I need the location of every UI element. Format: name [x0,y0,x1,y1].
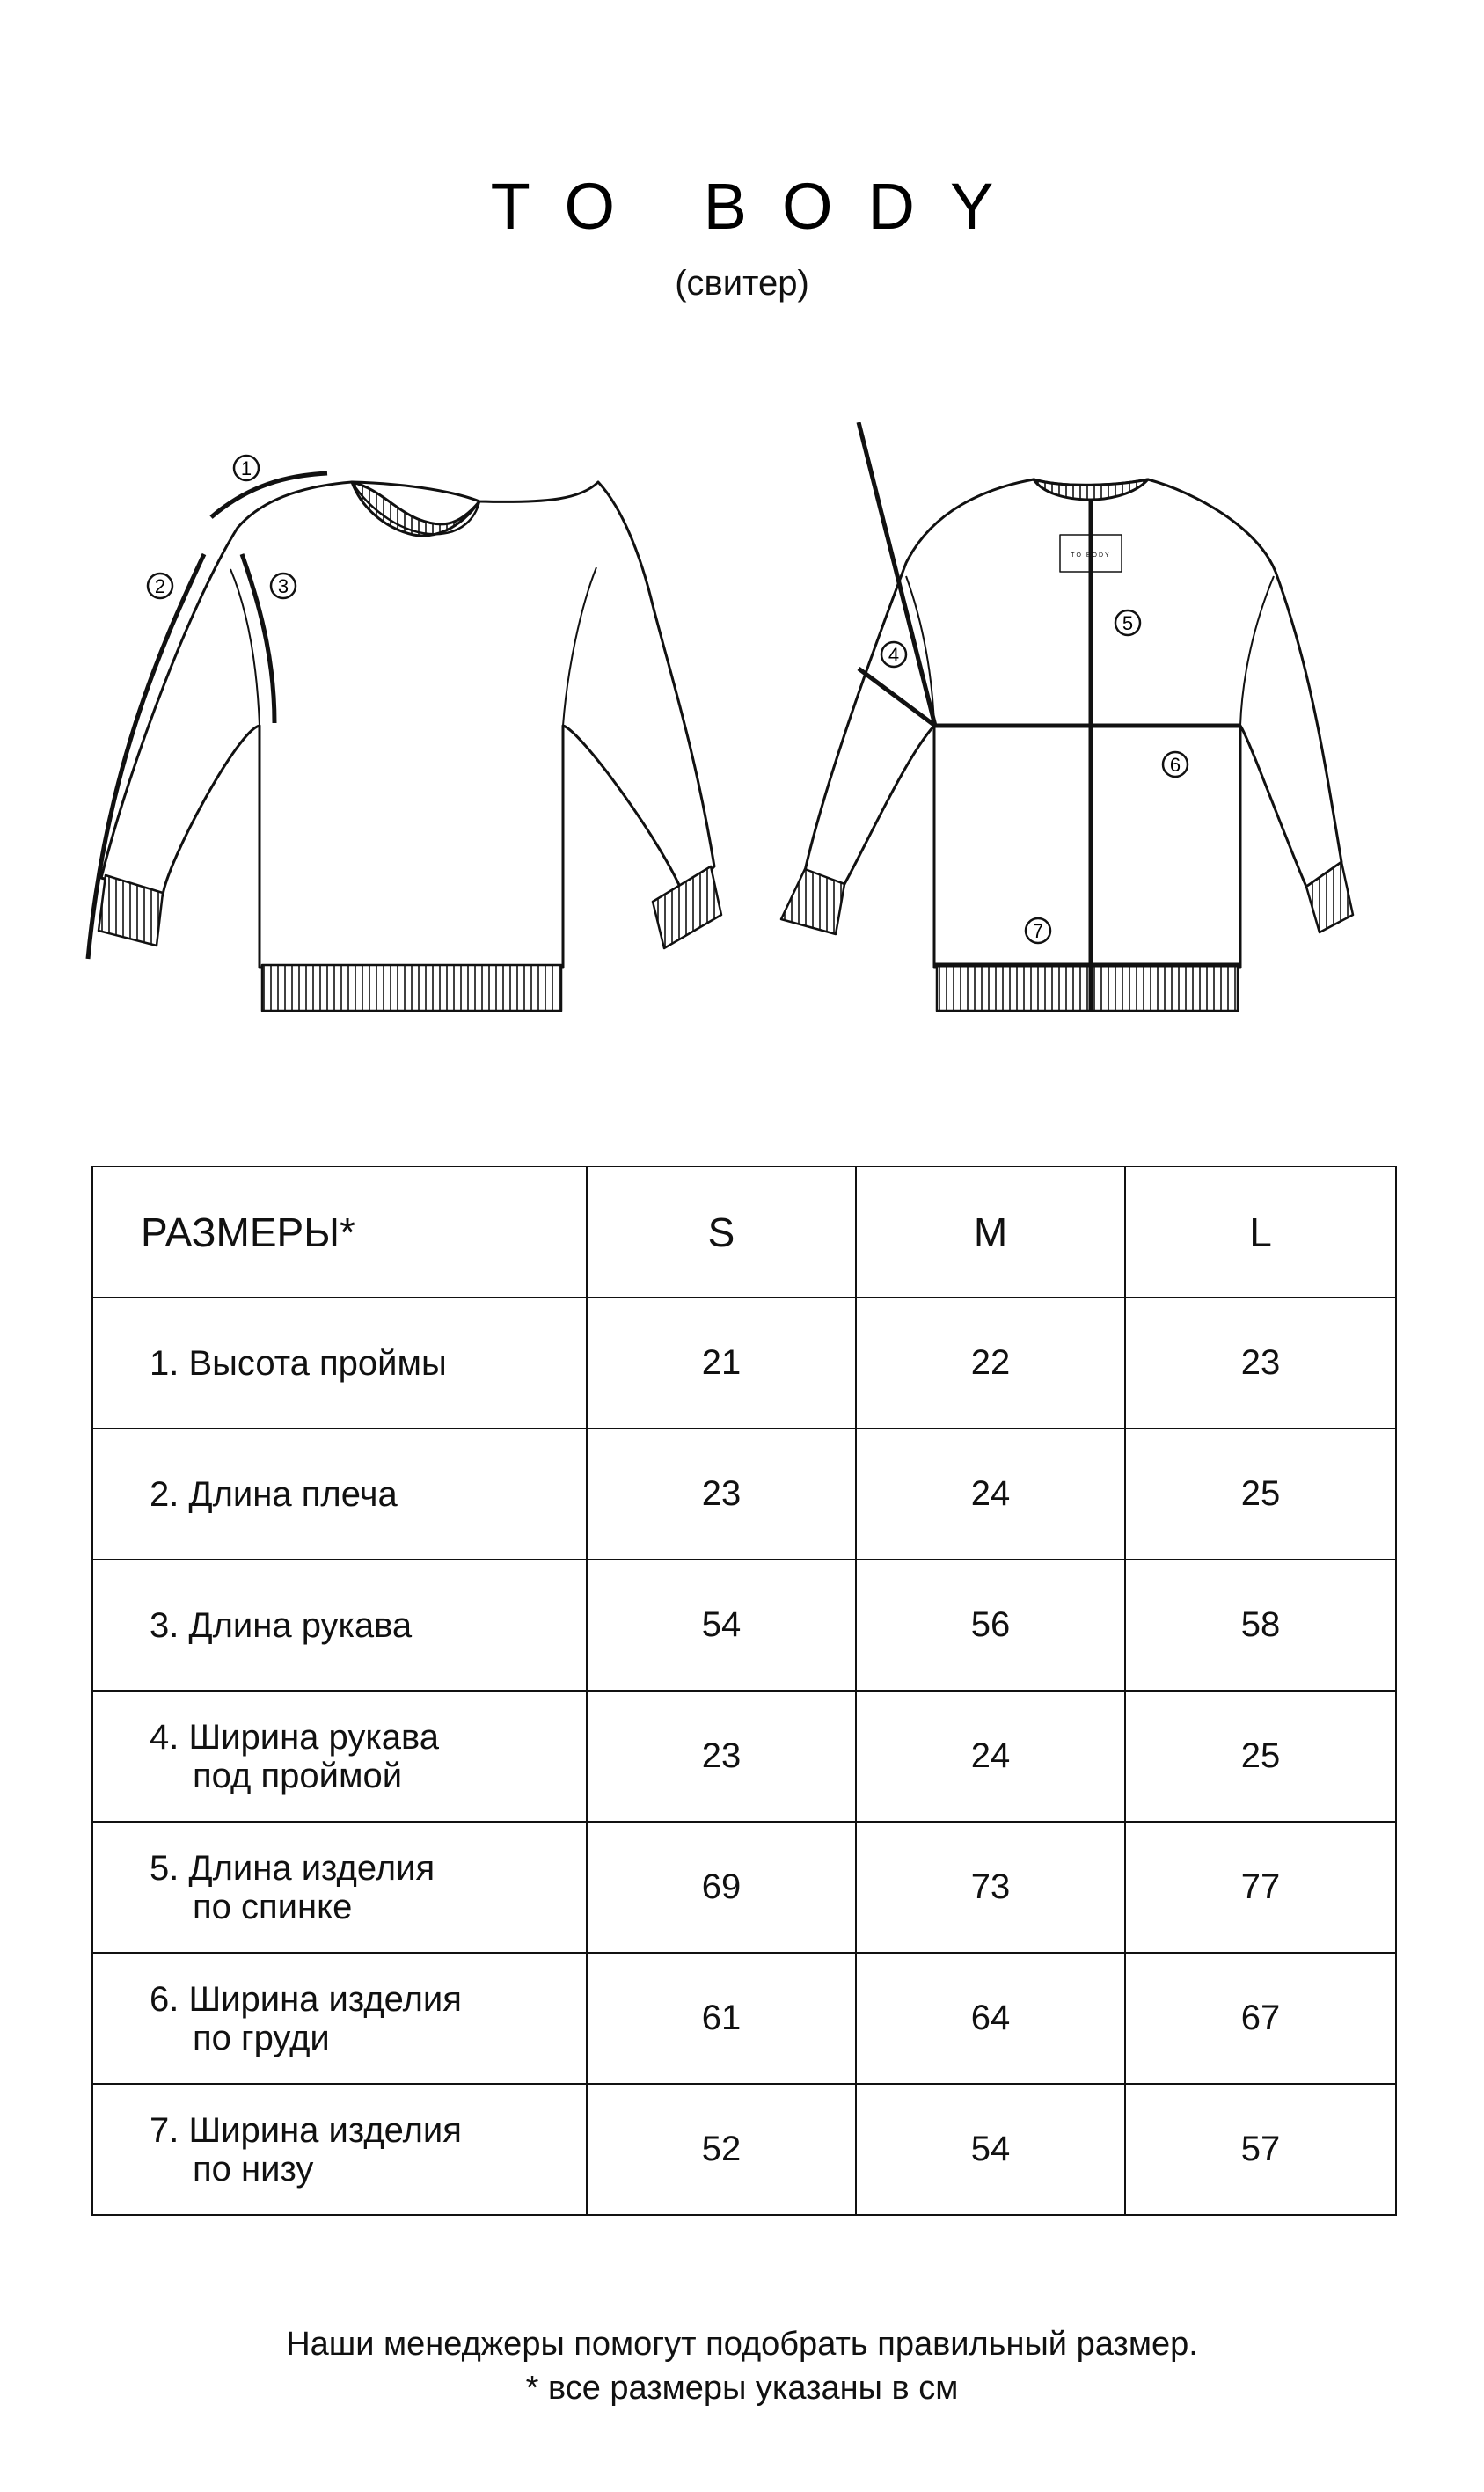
svg-text:7: 7 [1032,920,1044,942]
size-header-m: M [856,1166,1125,1297]
marker-5 [1115,610,1140,635]
value-l: 58 [1125,1560,1396,1691]
row-label: 4. Ширина рукава под проймой [92,1691,587,1822]
sweater-front [88,473,721,1011]
value-m: 54 [856,2084,1125,2215]
svg-text:2: 2 [154,575,166,597]
value-s: 23 [587,1691,856,1822]
front-hem-rib [262,965,561,1011]
value-l: 77 [1125,1822,1396,1953]
size-header-l: L [1125,1166,1396,1297]
marker-7 [1026,918,1050,943]
value-s: 23 [587,1429,856,1560]
value-l: 25 [1125,1691,1396,1822]
svg-text:4: 4 [888,644,900,666]
brand-title: TO BODY [490,170,1029,243]
value-l: 57 [1125,2084,1396,2215]
svg-text:6: 6 [1169,754,1181,776]
value-s: 54 [587,1560,856,1691]
value-m: 22 [856,1297,1125,1429]
footer-units-note: * все размеры указаны в см [525,2370,959,2407]
value-m: 64 [856,1953,1125,2084]
table-row [92,1429,1396,1560]
table-header-row [92,1166,1396,1297]
brand-tag-text: TO BODY [1071,552,1111,559]
product-type: (свитер) [675,264,809,303]
value-s: 61 [587,1953,856,2084]
sweater-measurement-diagram [0,422,1484,1056]
front-body-outline [101,482,714,968]
sweater-back [781,422,1353,1011]
row-label: 1. Высота проймы [92,1297,587,1429]
row-label: 5. Длина изделия по спинке [92,1822,587,1953]
footer-help-text: Наши менеджеры помогут подобрать правильный размер. [286,2326,1198,2363]
footer-note [0,2322,1484,2410]
row-label: 3. Длина рукава [92,1560,587,1691]
value-l: 25 [1125,1429,1396,1560]
svg-text:3: 3 [277,575,289,597]
row-label: 2. Длина плеча [92,1429,587,1560]
table-row [92,1691,1396,1822]
size-chart-table [91,1166,1397,2216]
table-row [92,1953,1396,2084]
value-l: 23 [1125,1297,1396,1429]
table-row [92,1560,1396,1691]
marker-2 [148,574,172,598]
marker-6 [1163,752,1188,777]
table-row [92,1297,1396,1429]
value-s: 69 [587,1822,856,1953]
sizes-header-label: РАЗМЕРЫ* [92,1166,587,1297]
svg-text:1: 1 [240,457,252,479]
marker-4 [881,642,906,667]
value-m: 56 [856,1560,1125,1691]
back-hem-rib [937,965,1238,1011]
value-m: 24 [856,1429,1125,1560]
value-m: 24 [856,1691,1125,1822]
row-label: 6. Ширина изделия по груди [92,1953,587,2084]
value-s: 52 [587,2084,856,2215]
table-row [92,1822,1396,1953]
table-row [92,2084,1396,2215]
value-s: 21 [587,1297,856,1429]
marker-1 [234,456,259,480]
row-label: 7. Ширина изделия по низу [92,2084,587,2215]
value-l: 67 [1125,1953,1396,2084]
value-m: 73 [856,1822,1125,1953]
svg-text:5: 5 [1122,612,1134,634]
size-header-s: S [587,1166,856,1297]
marker-3 [271,574,296,598]
